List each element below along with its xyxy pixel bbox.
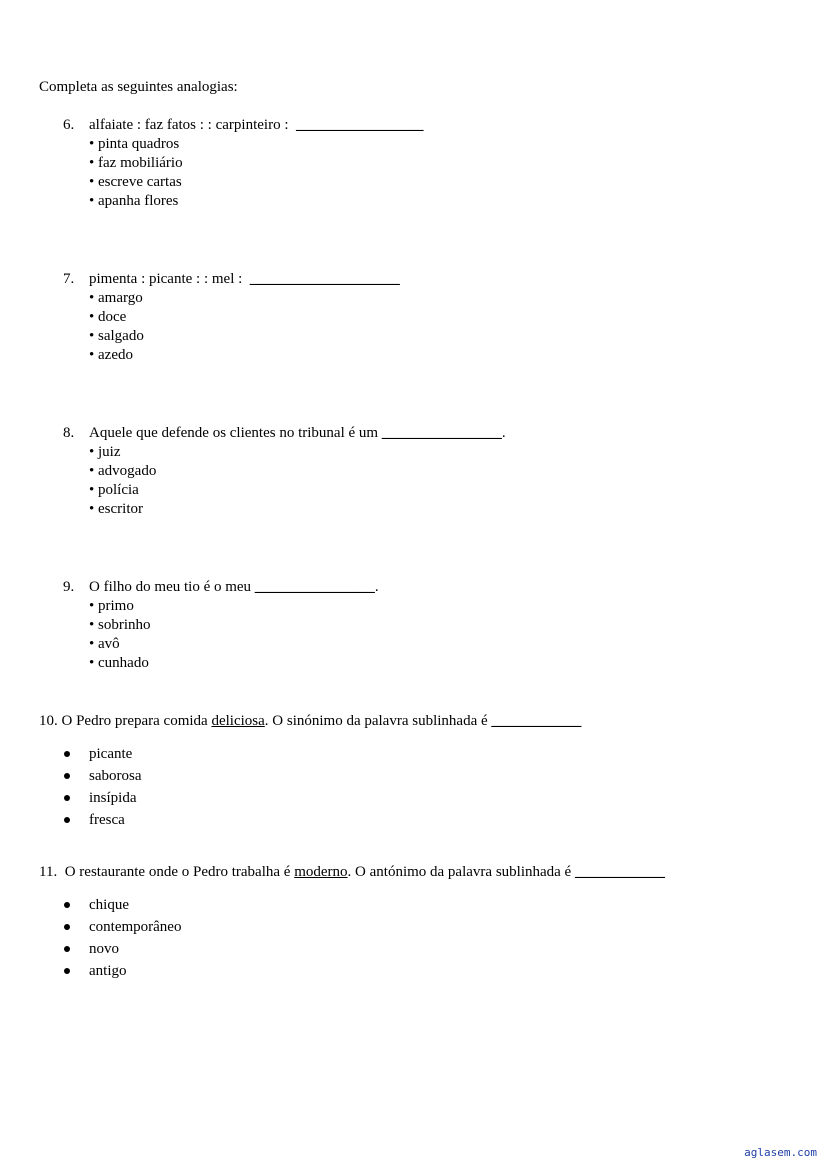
question-prompt: Aquele que defende os clientes no tribunal é um [89, 425, 379, 441]
answer-blank: _________________ [295, 117, 424, 133]
question-prompt: alfaiate : faz fatos : : carpinteiro : [89, 117, 289, 133]
option-item: • apanha flores [89, 192, 178, 211]
bullet-icon [64, 902, 70, 908]
question-text [89, 578, 379, 597]
question-prompt-tail: . O antónimo da palavra sublinhada é [347, 864, 572, 880]
option-item: saborosa [89, 768, 142, 784]
question-prompt: pimenta : picante : : mel : [89, 271, 243, 287]
option-item: • escritor [89, 500, 143, 519]
question-prompt: O filho do meu tio é o meu [89, 579, 252, 595]
question-number: 11. [39, 864, 58, 880]
question-number: 6. [63, 117, 75, 133]
question-prompt: O restaurante onde o Pedro trabalha é [64, 864, 291, 880]
bullet-icon [64, 773, 70, 779]
instruction-heading: Completa as seguintes analogias: [39, 79, 238, 95]
underlined-word: deliciosa [211, 713, 265, 729]
option-item: contemporâneo [89, 919, 182, 935]
option-item: • doce [89, 308, 126, 327]
answer-blank: ________________ [381, 425, 502, 441]
bullet-icon [64, 924, 70, 930]
question-trailing: . [501, 425, 506, 441]
question-text [89, 424, 506, 443]
question-text [39, 712, 581, 731]
option-item: • faz mobiliário [89, 154, 183, 173]
bullet-icon [64, 795, 70, 801]
option-item: novo [89, 941, 119, 957]
option-item: • advogado [89, 462, 156, 481]
answer-blank: ____________ [491, 713, 582, 729]
option-item: • amargo [89, 289, 143, 308]
question-trailing: . [374, 579, 379, 595]
option-item: • pinta quadros [89, 135, 179, 154]
option-item: • azedo [89, 346, 133, 365]
option-item: • salgado [89, 327, 144, 346]
bullet-icon [64, 751, 70, 757]
option-item: • escreve cartas [89, 173, 182, 192]
question-number: 8. [63, 425, 75, 441]
answer-blank: ____________ [574, 864, 665, 880]
question-text [89, 270, 400, 289]
bullet-icon [64, 968, 70, 974]
option-item: chique [89, 897, 129, 913]
option-item: insípida [89, 790, 137, 806]
option-item: • cunhado [89, 654, 149, 673]
question-prompt-tail: . O sinónimo da palavra sublinhada é [264, 713, 488, 729]
question-number: 7. [63, 271, 75, 287]
option-item: antigo [89, 963, 127, 979]
option-item: • polícia [89, 481, 139, 500]
underlined-word: moderno [294, 864, 348, 880]
option-item: • avô [89, 635, 120, 654]
option-item: fresca [89, 812, 125, 828]
question-prompt: O Pedro prepara comida [61, 713, 208, 729]
question-number: 9. [63, 579, 75, 595]
option-item: • juiz [89, 443, 121, 462]
bullet-icon [64, 817, 70, 823]
question-text [39, 863, 665, 882]
question-text [89, 116, 423, 135]
question-number: 10. [39, 713, 58, 729]
footer-watermark[interactable]: aglasem.com [744, 1146, 817, 1159]
answer-blank: ________________ [254, 579, 375, 595]
option-item: • primo [89, 597, 134, 616]
option-item: • sobrinho [89, 616, 151, 635]
bullet-icon [64, 946, 70, 952]
answer-blank: ____________________ [249, 271, 400, 287]
option-item: picante [89, 746, 133, 762]
